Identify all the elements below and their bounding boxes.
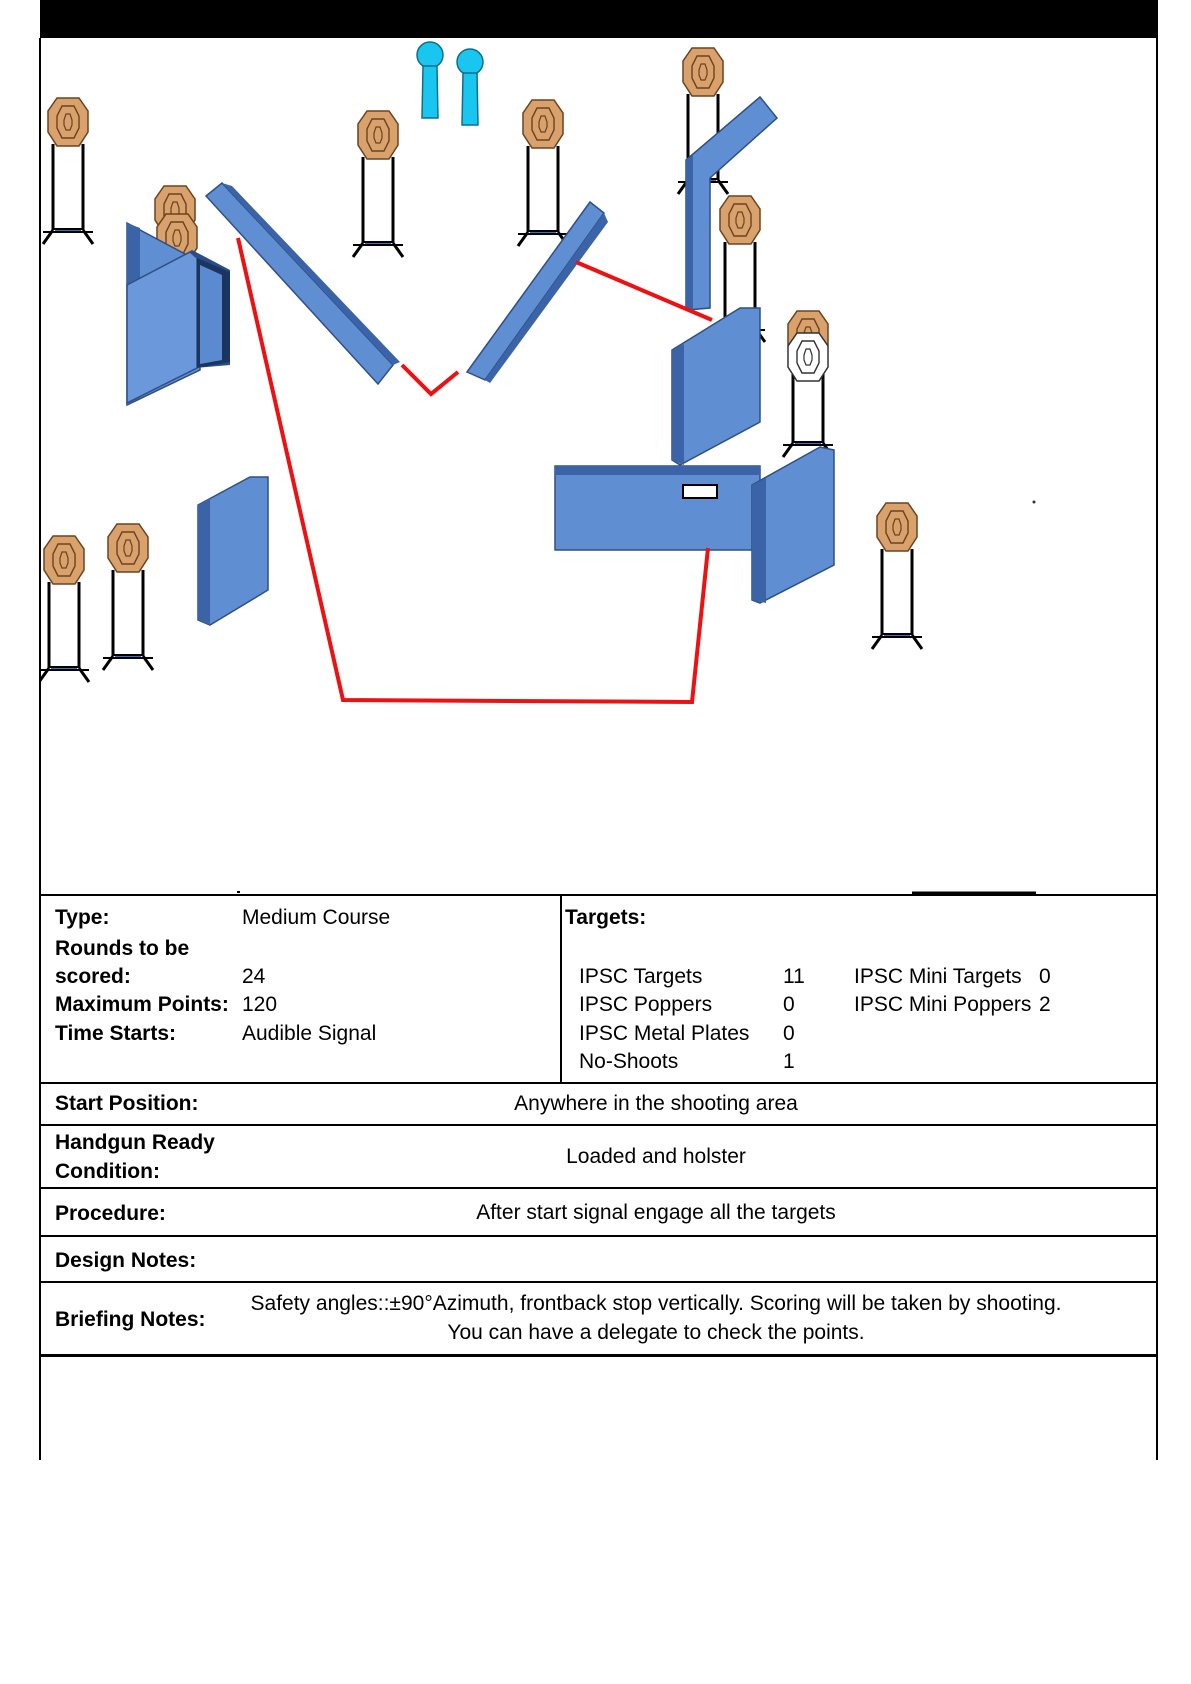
type-value: Medium Course [242, 906, 391, 929]
max-points-label: Maximum Points: [55, 993, 229, 1016]
row-border [41, 1187, 1156, 1189]
target-count-value: 1 [783, 1050, 795, 1073]
row-border [41, 1082, 1156, 1084]
rounds-label-line1: Rounds to be [55, 937, 190, 960]
start-position-label: Start Position: [55, 1092, 199, 1115]
target-count-label: No-Shoots [579, 1050, 679, 1073]
stage-info-table [41, 906, 1156, 1460]
max-points-value: 120 [242, 993, 278, 1016]
ready-condition-label-line1: Handgun Ready [55, 1131, 215, 1154]
wall-lower-left-panel [198, 477, 268, 625]
wall-left-panel [127, 223, 230, 405]
procedure-label: Procedure: [55, 1202, 166, 1225]
briefing-notes-line-1: Safety angles::±90°Azimuth, frontback stop vertically. Scoring will be taken by shooting. [250, 1292, 1062, 1315]
rounds-label-line2: scored: [55, 965, 131, 988]
wall-lower-right-panel [752, 447, 834, 603]
ipsc-target-icon [353, 111, 403, 257]
table-bottom-border [41, 1354, 1156, 1357]
wall-diagonal-left [206, 183, 400, 384]
ipsc-target-icon [41, 536, 89, 682]
targets-title: Targets: [565, 906, 647, 929]
stage-diagram [41, 38, 1156, 966]
type-label: Type: [55, 906, 110, 929]
rounds-value: 24 [242, 965, 266, 988]
ipsc-target-icon [518, 100, 568, 246]
mini-popper-icon [417, 42, 443, 118]
ready-condition-label-line2: Condition: [55, 1160, 160, 1183]
target-count-label: IPSC Mini Targets [854, 965, 1022, 988]
target-count-value: 11 [783, 965, 805, 988]
table-top-border [41, 894, 1156, 896]
row-border [41, 1124, 1156, 1126]
design-notes-label: Design Notes: [55, 1249, 197, 1272]
ipsc-target-icon [103, 524, 153, 670]
ipsc-target-icon [43, 98, 93, 244]
briefing-notes-label: Briefing Notes: [55, 1308, 206, 1331]
port-opening [683, 485, 717, 498]
ipsc-target-icon [872, 503, 922, 649]
procedure-value: After start signal engage all the targets [476, 1201, 836, 1224]
frame-border-right [1156, 38, 1158, 1460]
target-count-value: 0 [1039, 965, 1051, 988]
mini-popper-icon [457, 49, 483, 125]
target-count-label: IPSC Mini Poppers [854, 993, 1032, 1016]
briefing-notes-line-2: You can have a delegate to check the points. [447, 1321, 865, 1344]
target-count-value: 2 [1039, 993, 1051, 1016]
time-starts-value: Audible Signal [242, 1022, 377, 1045]
ready-condition-value: Loaded and holster [566, 1145, 746, 1168]
row-border [41, 1281, 1156, 1283]
start-position-value: Anywhere in the shooting area [514, 1092, 798, 1115]
target-count-label: IPSC Poppers [579, 993, 713, 1016]
wall-lower-horizontal [555, 466, 760, 550]
time-starts-label: Time Starts: [55, 1022, 176, 1045]
wall-right-panel [672, 308, 760, 465]
wall-diagonal-right [467, 202, 608, 383]
column-divider [560, 894, 562, 1082]
header-bar [40, 0, 1158, 38]
speck-mark [1033, 501, 1036, 504]
target-count-label: IPSC Targets [579, 965, 703, 988]
target-count-label: IPSC Metal Plates [579, 1022, 750, 1045]
no-shoot-target-icon [788, 333, 828, 381]
row-border [41, 1235, 1156, 1237]
target-count-value: 0 [783, 1022, 795, 1045]
target-count-value: 0 [783, 993, 795, 1016]
